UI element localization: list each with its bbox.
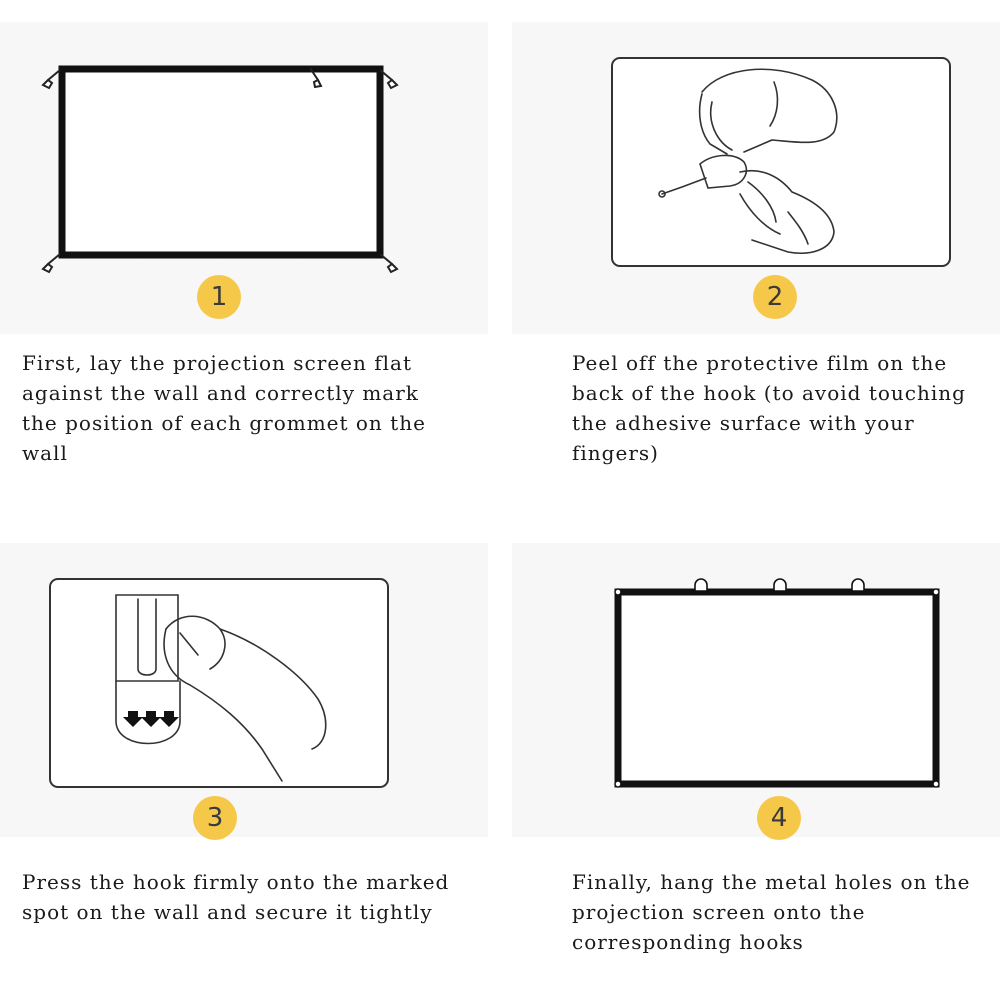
projection-screen-hanging-on-hooks-icon xyxy=(512,543,1000,837)
projection-screen-with-corner-ties-icon xyxy=(0,22,488,334)
step-4-badge: 4 xyxy=(757,796,801,840)
step-1-panel xyxy=(0,22,488,334)
step-4-panel xyxy=(512,543,1000,837)
step-3-panel xyxy=(0,543,488,837)
step-2-panel xyxy=(512,22,1000,334)
finger-pressing-adhesive-hook-icon xyxy=(0,543,488,837)
step-1-badge: 1 xyxy=(197,275,241,319)
step-2-badge: 2 xyxy=(753,275,797,319)
step-4-caption: Finally, hang the metal holes on the projection screen onto the corresponding hooks xyxy=(572,870,971,954)
step-1-caption: First, lay the projection screen flat against the wall and correctly mark the position of each grommet on the wall xyxy=(22,351,426,465)
step-3-caption: Press the hook firmly onto the marked spot on the wall and secure it tightly xyxy=(22,870,450,924)
step-3-badge: 3 xyxy=(193,796,237,840)
step-2-caption: Peel off the protective film on the back of the hook (to avoid touching the adhesive surface with your fingers) xyxy=(572,351,966,465)
